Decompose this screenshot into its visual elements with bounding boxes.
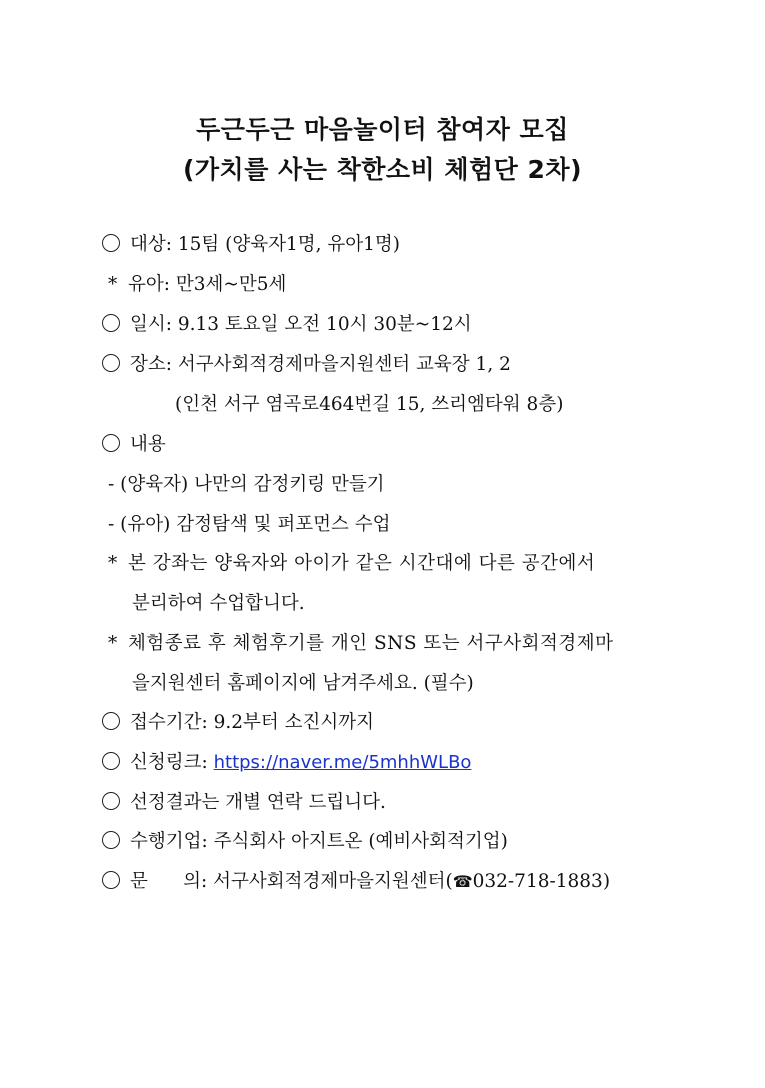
content-parent-line [108,472,385,498]
selection-line [102,790,386,816]
inquiry-line [102,869,610,895]
datetime-line [102,312,472,338]
period-line [102,710,374,736]
page-title: 두근두근 마음놀이터 참여자 모집 [196,115,569,144]
circle-bullet-icon [102,752,120,770]
content-heading-text: 내용 [130,434,166,455]
circle-bullet-icon [102,712,120,730]
note2-text-1: 체험종료 후 체험후기를 개인 SNS 또는 서구사회적경제마 [128,633,614,654]
organizer-line [102,829,508,855]
place-line [102,352,511,378]
target-text: 대상: 15팀 (양육자1명, 유아1명) [130,234,400,255]
place-text: 장소: 서구사회적경제마을지원센터 교육장 1, 2 [130,354,511,375]
target-note-text: 유아: 만3세~만5세 [128,274,287,295]
note2-line2 [132,671,474,697]
content-child-text: (유아) 감정탐색 및 퍼포먼스 수업 [120,514,391,535]
asterisk-mark: * [108,633,118,654]
note1-text-1: 본 강좌는 양육자와 아이가 같은 시간대에 다른 공간에서 [128,553,596,574]
content-parent-text: (양육자) 나만의 감정키링 만들기 [120,474,385,495]
target-note-line [108,272,286,298]
note2-text-2: 을지원센터 홈페이지에 남겨주세요. (필수) [132,673,474,694]
note1-line1 [108,551,595,577]
apply-link[interactable]: https://naver.me/5mhhWLBo [213,752,472,773]
content-child-line [108,512,390,538]
note1-text-2: 분리하여 수업합니다. [132,593,305,614]
inquiry-phone: 032-718-1883) [472,871,611,892]
period-text: 접수기간: 9.2부터 소진시까지 [130,712,374,733]
asterisk-mark: * [108,553,118,574]
circle-bullet-icon [102,354,120,372]
circle-bullet-icon [102,434,120,452]
note2-line1 [108,631,613,657]
dash-mark: - [108,474,115,495]
datetime-text: 일시: 9.13 토요일 오전 10시 30분~12시 [130,314,472,335]
telephone-icon: ☎ [452,872,473,891]
inquiry-org: 서구사회적경제마을지원센터( [213,871,453,892]
note1-line2 [132,591,305,617]
asterisk-mark: * [108,274,118,295]
inquiry-label: 문 의: [130,871,214,892]
link-line [102,750,471,776]
organizer-text: 수행기업: 주식회사 아지트온 (예비사회적기업) [130,831,508,852]
page-subtitle: (가치를 사는 착한소비 체험단 2차) [182,155,582,184]
place-detail-text: (인천 서구 염곡로464번길 15, 쓰리엠타워 8층) [175,394,564,415]
circle-bullet-icon [102,314,120,332]
circle-bullet-icon [102,871,120,889]
content-heading-line [102,432,166,458]
target-line [102,232,400,258]
selection-text: 선정결과는 개별 연락 드립니다. [130,792,386,813]
circle-bullet-icon [102,831,120,849]
circle-bullet-icon [102,234,120,252]
place-detail-line [175,392,563,418]
dash-mark: - [108,514,115,535]
link-label: 신청링크: [130,752,214,773]
circle-bullet-icon [102,792,120,810]
